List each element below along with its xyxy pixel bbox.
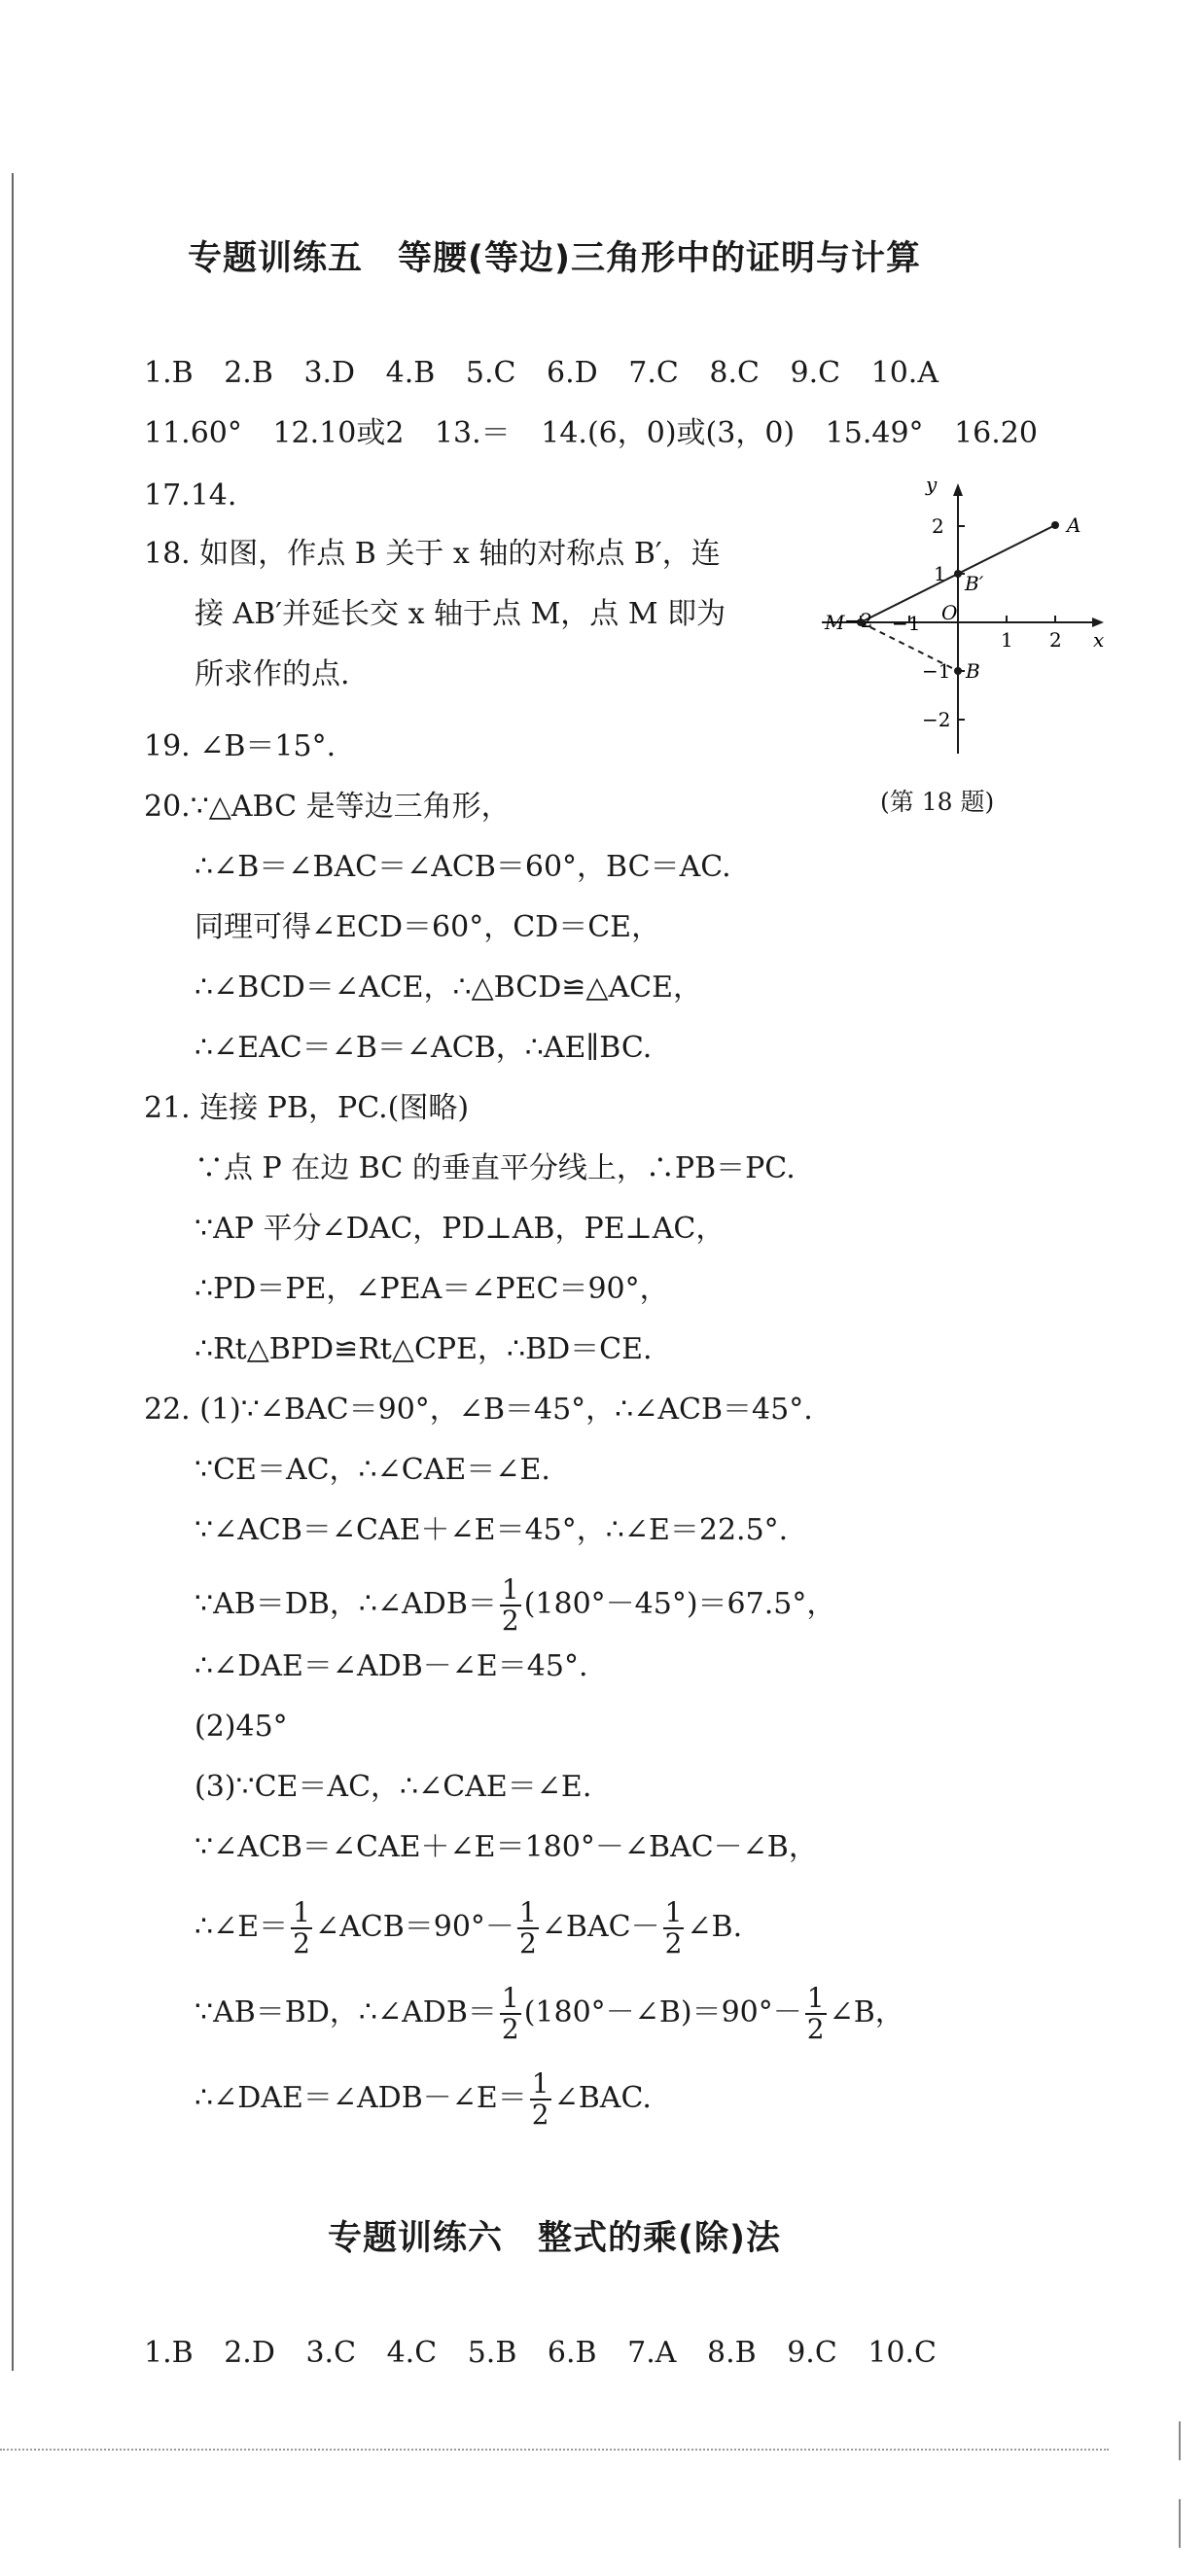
text: ∠BAC－ [541, 1910, 660, 1944]
label-x: x [1093, 628, 1105, 652]
answer-21-line: ∴Rt△BPD≌Rt△CPE，∴BD＝CE. [195, 1332, 653, 1366]
answer-20-line: ∴∠EAC＝∠B＝∠ACB，∴AE∥BC. [195, 1031, 653, 1065]
label-x-neg1: −1 [892, 612, 921, 635]
label-origin: O [941, 601, 958, 624]
label-a: A [1067, 513, 1081, 537]
answer: 13.＝ [434, 416, 511, 450]
label-x-2: 2 [1049, 628, 1062, 652]
answer: 15.49° [825, 416, 924, 450]
answer-20-line: ∴∠BCD＝∠ACE，∴△BCD≌△ACE， [195, 970, 702, 1005]
label-m: M [825, 611, 845, 634]
answer-17: 17.14. [144, 478, 237, 512]
text: ∠B. [687, 1910, 743, 1944]
answer-22-line: ∵∠ACB＝∠CAE＋∠E＝180°－∠BAC－∠B， [195, 1830, 818, 1864]
denominator: 2 [806, 2013, 825, 2045]
numerator: 1 [501, 1573, 519, 1606]
text: (180°－45°)＝67.5°， [523, 1587, 836, 1621]
answer: 1.B [144, 356, 194, 390]
label-y-1: 1 [934, 562, 946, 585]
answer-22-line: ∵∠ACB＝∠CAE＋∠E＝45°，∴∠E＝22.5°. [195, 1513, 789, 1547]
answer: 2.B [224, 356, 273, 390]
answer: 3.D [303, 356, 356, 390]
numerator: 1 [664, 1896, 683, 1928]
answer: 5.B [467, 2336, 517, 2370]
fraction-one-half [517, 1898, 539, 1958]
fraction-one-half [663, 1898, 685, 1958]
answer: 11.60° [144, 416, 242, 450]
text: ∴∠DAE＝∠ADB－∠E＝ [195, 2081, 527, 2115]
answer-18-line: 接 AB′并延长交 x 轴于点 M，点 M 即为 [195, 597, 726, 631]
answer-22-line: 22. (1)∵∠BAC＝90°，∠B＝45°，∴∠ACB＝45°. [144, 1393, 813, 1427]
fraction-one-half [500, 1575, 521, 1636]
label-x-1: 1 [1001, 628, 1013, 652]
answer-22-line [195, 1575, 835, 1636]
denominator: 2 [293, 1927, 310, 1959]
label-y-neg2: −2 [922, 708, 951, 731]
denominator: 2 [664, 1927, 683, 1959]
denominator: 2 [518, 1927, 537, 1959]
bottom-dotted-rule [0, 2449, 1109, 2451]
answer: 10.C [868, 2336, 937, 2370]
answer-18-line: 所求作的点. [195, 657, 350, 691]
answer: 1.B [144, 2336, 194, 2370]
label-y: y [926, 473, 938, 496]
answer: 8.C [709, 356, 760, 390]
answer: 5.C [465, 356, 516, 390]
answers-row-2 [144, 414, 1059, 453]
text: ∠ACB＝90°－ [314, 1910, 514, 1944]
numerator: 1 [501, 1982, 519, 2014]
label-x-neg2: −2 [844, 609, 873, 632]
fraction-one-half [805, 1984, 827, 2044]
answer: 7.A [627, 2336, 677, 2370]
answer-22-line: (2)45° [195, 1710, 288, 1744]
answer: 8.B [706, 2336, 757, 2370]
answer-21-line: ∵AP 平分∠DAC，PD⊥AB，PE⊥AC， [195, 1212, 726, 1246]
figure-caption: (第 18 题) [880, 788, 995, 816]
answer: 10.A [870, 356, 938, 390]
answer-22-line [195, 2069, 652, 2130]
answer-22-line: (3)∵CE＝AC，∴∠CAE＝∠E. [195, 1770, 592, 1804]
numerator: 1 [293, 1896, 310, 1928]
answer-22-line [195, 1898, 742, 1958]
denominator: 2 [501, 2013, 519, 2045]
label-b-prime: B′ [965, 572, 984, 595]
answer: 3.C [305, 2336, 357, 2370]
answer-21-line: ∵点 P 在边 BC 的垂直平分线上，∴PB＝PC. [195, 1151, 796, 1185]
text: ∵AB＝DB，∴∠ADB＝ [195, 1587, 497, 1621]
answer: 4.B [385, 356, 436, 390]
fraction-one-half [291, 1898, 312, 1958]
denominator: 2 [531, 2099, 549, 2131]
answer: 2.D [224, 2336, 275, 2370]
answer: 6.B [547, 2336, 597, 2370]
text: (180°－∠B)＝90°－ [523, 1995, 802, 2029]
answer: 7.C [628, 356, 679, 390]
numerator: 1 [806, 1982, 825, 2014]
answer-22-line: ∴∠DAE＝∠ADB－∠E＝45°. [195, 1649, 588, 1683]
answer-20-line: 20.∵△ABC 是等边三角形， [144, 790, 511, 824]
answer: 9.C [787, 2336, 837, 2370]
answer: 4.C [386, 2336, 438, 2370]
answer: 9.C [790, 356, 841, 390]
label-y-2: 2 [932, 514, 944, 538]
figure-18-coordinate-plane [817, 472, 1109, 768]
answer-18-line: 18. 如图，作点 B 关于 x 轴的对称点 B′，连 [144, 537, 721, 571]
left-margin-rule [12, 173, 14, 2371]
answer-22-line: ∵CE＝AC，∴∠CAE＝∠E. [195, 1453, 550, 1487]
answers-row-1 [144, 354, 960, 393]
text: ∠B， [829, 1995, 904, 2029]
answer-22-line [195, 1984, 904, 2044]
answer-19: 19. ∠B＝15°. [144, 729, 336, 763]
answer: 6.D [547, 356, 598, 390]
answer-20-line: 同理可得∠ECD＝60°，CD＝CE， [195, 910, 661, 944]
answer-21-line: 21. 连接 PB，PC.(图略) [144, 1091, 470, 1125]
section-title-6: 专题训练六 整式的乘(除)法 [328, 2219, 781, 2258]
label-b: B [966, 659, 980, 683]
text: ∵AB＝BD，∴∠ADB＝ [195, 1995, 497, 2029]
answer-21-line: ∴PD＝PE，∠PEA＝∠PEC＝90°， [195, 1272, 669, 1306]
numerator: 1 [518, 1896, 537, 1928]
denominator: 2 [501, 1605, 519, 1637]
numerator: 1 [531, 2067, 549, 2100]
text: ∴∠E＝ [195, 1910, 289, 1944]
fraction-one-half [500, 1984, 521, 2044]
edge-mark [1179, 2499, 1181, 2548]
edge-mark [1179, 2421, 1181, 2460]
answer: 14.(6，0)或(3，0) [541, 416, 796, 450]
answer: 12.10或2 [272, 416, 405, 450]
section-title-5: 专题训练五 等腰(等边)三角形中的证明与计算 [188, 239, 921, 278]
answer: 16.20 [954, 416, 1038, 450]
label-y-neg1: −1 [922, 659, 951, 683]
answer-20-line: ∴∠B＝∠BAC＝∠ACB＝60°，BC＝AC. [195, 850, 731, 884]
fraction-one-half [530, 2069, 551, 2130]
answers-row-1 [144, 2334, 958, 2373]
text: ∠BAC. [553, 2081, 652, 2115]
